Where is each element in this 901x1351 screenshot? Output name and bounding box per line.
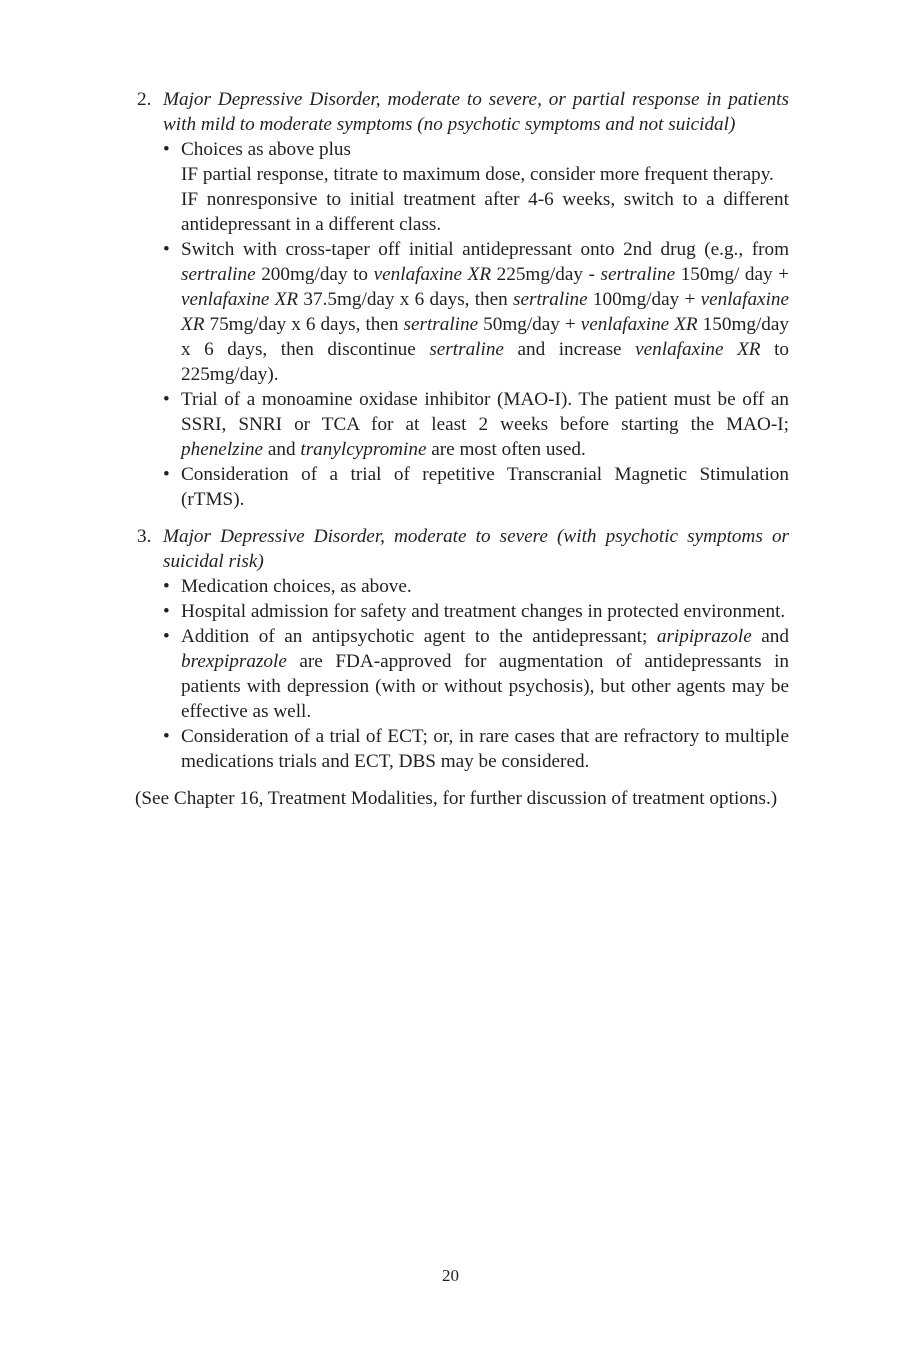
bullet-paragraph [181,599,789,624]
bullet-icon: • [163,389,170,410]
drug-name: sertraline [513,289,588,310]
text-run: Medication choices, as above. [181,576,412,597]
bullet-item [163,574,789,599]
drug-name: sertraline [600,264,676,285]
bullet-icon: • [163,601,170,622]
drug-name: brexpiprazole [181,651,287,672]
text-run: 50mg/day + [478,314,581,335]
bullet-item [163,137,789,237]
drug-name: venlafaxine XR [181,289,790,335]
bullet-paragraph [181,162,789,187]
bullet-item [163,387,789,462]
text-run: 75mg/day x 6 days, then [204,314,404,335]
page-number: 20 [442,1266,459,1285]
page-content [113,87,789,811]
text-run: IF nonresponsive to initial treatment after 4-6 weeks, switch to a different antidepressant in a different class. [181,189,789,235]
text-run: to 225mg/day). [181,339,789,385]
text-run: 150mg/ day + [675,264,790,285]
bullet-icon: • [163,576,170,597]
drug-name: venlafaxine XR [181,289,299,310]
bullet-paragraph [181,187,789,237]
text-run: Consideration of a trial of repetitive Transcranial Magnetic Stimulation (rTMS). [181,464,789,510]
bullet-list [163,137,789,512]
text-run: 100mg/day + [587,289,701,310]
bullet-paragraph [181,387,789,462]
bullet-paragraph [181,137,789,162]
item-number: 3. [137,526,152,547]
bullet-paragraph [181,237,789,387]
drug-name: aripiprazole [656,626,752,647]
bullet-item [163,624,789,724]
item-heading: Major Depressive Disorder, moderate to severe, or partial response in patients with mild to moderate symptoms (no psychotic symptoms and not suicidal) [163,89,789,135]
text-run: and [751,626,789,647]
numbered-item-3 [113,524,789,774]
text-run: are most often used. [426,439,586,460]
item-number: 2. [137,89,152,110]
drug-name: venlafaxine XR [580,314,698,335]
drug-name: phenelzine [181,439,264,460]
text-run: Hospital admission for safety and treatment changes in protected environment. [181,601,786,622]
text-run: 37.5mg/day x 6 days, then [298,289,514,310]
bullet-icon: • [163,239,170,260]
text-run: Choices as above plus [181,139,351,160]
drug-name: sertraline [403,314,479,335]
text-run: IF partial response, titrate to maximum dose, consider more frequent therapy. [181,164,774,185]
bullet-item [163,599,789,624]
bullet-paragraph [181,624,789,724]
text-run: Switch with cross-taper off initial antidepressant onto 2nd drug (e.g., from [181,239,789,260]
bullet-item [163,462,789,512]
text-run: are FDA-approved for augmentation of antidepressants in patients with depression (with or without psychosis), but other agents may be effective as well. [181,651,789,722]
bullet-icon: • [163,464,170,485]
drug-name: sertraline [181,264,256,285]
bullet-paragraph [181,462,789,512]
text-run: and increase [503,339,636,360]
bullet-icon: • [163,726,170,747]
text-run: Addition of an antipsychotic agent to the antidepressant; [181,626,657,647]
bullet-icon: • [163,139,170,160]
text-run: Trial of a monoamine oxidase inhibitor (MAO-I). The patient must be off an SSRI, SNRI or TCA for at least 2 weeks before starting the MAO-I; [181,389,789,435]
drug-name: venlafaxine XR [373,264,492,285]
numbered-item-2 [113,87,789,512]
item-heading: Major Depressive Disorder, moderate to severe (with psychotic symptoms or suicidal risk) [163,526,789,572]
text-run: 150mg/day x 6 days, then discontinue [181,314,790,360]
drug-name: tranylcypromine [300,439,427,460]
bullet-paragraph [181,724,789,774]
bullet-item [163,237,789,387]
text-run: and [263,439,301,460]
text-run: Consideration of a trial of ECT; or, in rare cases that are refractory to multiple medications trials and ECT, DBS may be considered. [181,726,789,772]
bullet-item [163,724,789,774]
see-also-note: (See Chapter 16, Treatment Modalities, for further discussion of treatment options.) [135,788,778,809]
text-run: 200mg/day to [255,264,374,285]
bullet-list [163,574,789,774]
text-run: 225mg/day - [491,264,601,285]
bullet-paragraph [181,574,789,599]
drug-name: sertraline [429,339,504,360]
drug-name: venlafaxine XR [635,339,761,360]
bullet-icon: • [163,626,170,647]
